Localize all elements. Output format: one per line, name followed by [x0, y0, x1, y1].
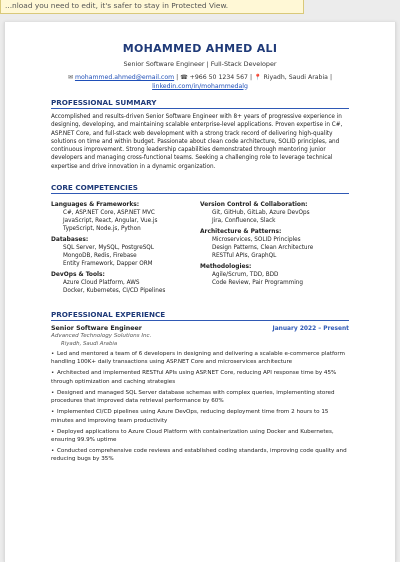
job-bullet-list — [51, 350, 349, 463]
contact-separator: | — [176, 74, 179, 81]
competency-group — [200, 263, 349, 287]
competencies-left-column — [51, 198, 200, 298]
competency-group — [51, 271, 200, 295]
competency-item: MongoDB, Redis, Firebase — [63, 253, 137, 260]
contact-separator: | — [249, 74, 253, 81]
email-link[interactable]: mohammed.ahmed@email.com — [74, 74, 175, 81]
job-header — [51, 325, 349, 332]
competency-heading: Methodologies: — [200, 264, 252, 271]
competency-heading: Databases: — [51, 237, 89, 244]
competency-item: Entity Framework, Dapper ORM — [63, 261, 153, 268]
competency-item: SQL Server, MySQL, PostgreSQL — [63, 245, 154, 252]
competency-heading: Architecture & Patterns: — [200, 229, 282, 236]
competency-item: Agile/Scrum, TDD, BDD — [212, 272, 279, 279]
phone-icon: ☎ — [180, 74, 188, 81]
candidate-subtitle: Senior Software Engineer | Full-Stack Developer — [123, 60, 277, 68]
competency-item: RESTful APIs, GraphQL — [212, 253, 277, 260]
competency-item: Microservices, SOLID Principles — [212, 237, 301, 244]
phone-number: +966 50 1234 567 — [189, 74, 248, 81]
job-bullet: • Deployed applications to Azure Cloud Platform with containerization using Docker and Kubernetes, ensuring 99.9% uptime — [51, 428, 334, 443]
competencies-grid — [51, 198, 349, 298]
linkedin-link[interactable]: linkedin.com/in/mohammedalg — [152, 82, 248, 90]
summary-text: Accomplished and results-driven Senior Software Engineer with 8+ years of progressive experience in designing, developing, and maintaining scalable enterprise-level applications. Proven expertise in C#, ASP.NET Core, and full-stack web development with a strong track record of delivering high-quality solutions on time and within budget. Passionate about clean code architecture, SOLID principles, and continuous improvement. Strong leadership capabilities demonstrated through mentoring junior developers and managing cross-functional teams. Seeking a challenging role to leverage technical expertise and drive innovation in a dynamic organization. — [51, 114, 343, 170]
competency-group — [200, 228, 349, 260]
protected-view-banner — [0, 0, 304, 14]
experience-heading: PROFESSIONAL EXPERIENCE — [51, 310, 349, 321]
job-company: Advanced Technology Solutions Inc. — [51, 333, 152, 340]
competency-item: Docker, Kubernetes, CI/CD Pipelines — [63, 288, 166, 295]
competency-item: Git, GitHub, GitLab, Azure DevOps — [212, 210, 310, 217]
competency-heading: DevOps & Tools: — [51, 272, 105, 279]
summary-heading: PROFESSIONAL SUMMARY — [51, 98, 349, 109]
job-bullet: • Architected and implemented RESTful APIs using ASP.NET Core, reducing API response time by 45% through optimization and caching strategies — [51, 370, 337, 385]
competency-item: Design Patterns, Clean Architecture — [212, 245, 314, 252]
competency-group — [200, 201, 349, 225]
competency-item: JavaScript, React, Angular, Vue.js — [63, 218, 158, 225]
job-dates: January 2022 – Present — [272, 326, 349, 333]
competencies-right-column — [200, 198, 349, 298]
competency-heading: Languages & Frameworks: — [51, 202, 140, 209]
competency-group — [51, 236, 200, 268]
candidate-name: MOHAMMED AHMED ALI — [122, 42, 278, 55]
competency-item: C#, ASP.NET Core, ASP.NET MVC — [63, 210, 155, 217]
job-bullet: • Led and mentored a team of 6 developers in designing and delivering a scalable e-commerce platform handling 100K+ daily transactions using ASP.NET Core and microservices architecture — [51, 351, 346, 366]
job-title: Senior Software Engineer — [51, 325, 142, 333]
competency-item: Code Review, Pair Programming — [212, 280, 303, 287]
email-icon: ✉ — [67, 74, 73, 81]
document-page — [4, 22, 396, 562]
location-pin-icon: 📍 — [254, 74, 262, 81]
competency-item: Azure Cloud Platform, AWS — [63, 280, 140, 287]
job-bullet: • Implemented CI/CD pipelines using Azure DevOps, reducing deployment time from 2 hours to 15 minutes and improving team productivity — [51, 409, 329, 424]
competency-group — [51, 201, 200, 233]
contact-separator: | — [329, 74, 333, 81]
competency-item: Jira, Confluence, Slack — [212, 218, 276, 225]
competency-heading: Version Control & Collaboration: — [200, 202, 308, 209]
job-location: Riyadh, Saudi Arabia — [61, 341, 118, 348]
competency-item: TypeScript, Node.js, Python — [63, 226, 141, 233]
location-text: Riyadh, Saudi Arabia — [263, 74, 328, 81]
competencies-heading: CORE COMPETENCIES — [51, 183, 349, 194]
job-bullet: • Designed and managed SQL Server database schemas with complex queries, implementing stored procedures that improved data retrieval performance by 60% — [51, 389, 335, 405]
contact-info — [51, 74, 349, 91]
job-bullet: • Conducted comprehensive code reviews and established coding standards, improving code quality and reducing bugs by 35% — [51, 448, 347, 463]
banner-text: ...nload you need to edit, it's safer to stay in Protected View. — [5, 1, 229, 10]
